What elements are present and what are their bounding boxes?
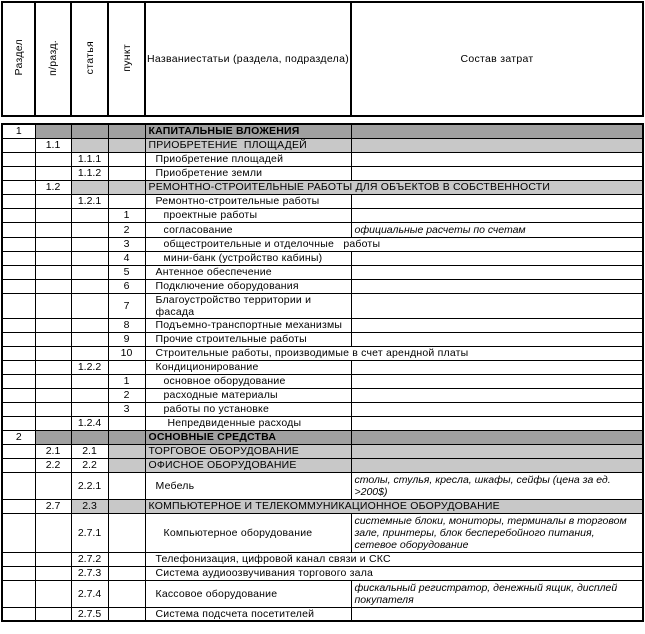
- cell-podrazd: [35, 416, 71, 430]
- cell-cost-composition: [351, 265, 643, 279]
- cell-podrazd: [35, 472, 71, 499]
- cell-punkt: 7: [108, 293, 145, 318]
- cell-article-name: Подключение оборудования: [145, 279, 351, 293]
- cell-statya: [71, 332, 108, 346]
- cell-razdel: [2, 552, 35, 566]
- cell-razdel: 1: [2, 124, 35, 138]
- cell-article-name: ОСНОВНЫЕ СРЕДСТВА: [145, 430, 351, 444]
- cell-statya: [71, 138, 108, 152]
- cell-article-name: Кондиционирование: [145, 360, 351, 374]
- cell-article-name: Приобретение земли: [145, 166, 351, 180]
- cell-article-name: Антенное обеспечение: [145, 265, 351, 279]
- cell-punkt: 10: [108, 346, 145, 360]
- cell-podrazd: [35, 566, 71, 580]
- cell-article-name: Мебель: [145, 472, 351, 499]
- cell-punkt: [108, 458, 145, 472]
- cell-razdel: [2, 318, 35, 332]
- cell-cost-composition: системные блоки, мониторы, терминалы в торговом зале, принтеры, блок бесперебойного питания, сетевое оборудование: [351, 513, 643, 552]
- cell-article-name: Компьютерное оборудование: [145, 513, 351, 552]
- table-row: [2, 513, 643, 552]
- table-row: [2, 124, 643, 138]
- cell-article-name: проектные работы: [145, 208, 351, 222]
- cell-statya: 2.7.3: [71, 566, 108, 580]
- cell-article-name: Строительные работы, производимые в счет арендной платы: [145, 346, 643, 360]
- cell-statya: [71, 279, 108, 293]
- cell-statya: 1.2.2: [71, 360, 108, 374]
- cell-punkt: 2: [108, 222, 145, 237]
- cell-statya: [71, 402, 108, 416]
- cell-punkt: 2: [108, 388, 145, 402]
- table-row: [2, 388, 643, 402]
- table-row: [2, 374, 643, 388]
- cell-punkt: 6: [108, 279, 145, 293]
- cell-podrazd: [35, 237, 71, 251]
- cell-article-name: ТОРГОВОЕ ОБОРУДОВАНИЕ: [145, 444, 351, 458]
- cell-razdel: [2, 360, 35, 374]
- cell-statya: 2.1: [71, 444, 108, 458]
- table-row: [2, 237, 643, 251]
- cell-article-name: Благоустройство территории и фасада: [145, 293, 351, 318]
- cell-statya: 1.2.4: [71, 416, 108, 430]
- cell-podrazd: [35, 388, 71, 402]
- table-row: [2, 332, 643, 346]
- column-header-statya-label: статья: [83, 40, 96, 75]
- cell-podrazd: [35, 293, 71, 318]
- cell-razdel: [2, 194, 35, 208]
- cell-podrazd: [35, 251, 71, 265]
- cell-punkt: 9: [108, 332, 145, 346]
- cell-statya: 2.7.2: [71, 552, 108, 566]
- table-row: [2, 265, 643, 279]
- cell-article-name: ПРИОБРЕТЕНИЕ ПЛОЩАДЕЙ: [145, 138, 351, 152]
- cell-podrazd: 2.1: [35, 444, 71, 458]
- cell-article-name: РЕМОНТНО-СТРОИТЕЛЬНЫЕ РАБОТЫ ДЛЯ ОБЪЕКТОВ В СОБСТВЕННОСТИ: [145, 180, 643, 194]
- cell-podrazd: [35, 552, 71, 566]
- cell-punkt: [108, 607, 145, 621]
- cell-podrazd: [35, 402, 71, 416]
- cell-cost-composition: [351, 293, 643, 318]
- cell-podrazd: 2.7: [35, 499, 71, 513]
- cell-article-name: работы по установке: [145, 402, 351, 416]
- table-row: [2, 566, 643, 580]
- table-row: [2, 152, 643, 166]
- cell-podrazd: [35, 265, 71, 279]
- cell-punkt: 8: [108, 318, 145, 332]
- cell-razdel: [2, 346, 35, 360]
- cell-article-name: расходные материалы: [145, 388, 351, 402]
- budget-table: [1, 123, 644, 622]
- cell-cost-composition: [351, 152, 643, 166]
- column-header-podrazd-label: п/разд.: [47, 39, 59, 76]
- table-row: [2, 402, 643, 416]
- cell-podrazd: [35, 607, 71, 621]
- column-header-razdel: [2, 2, 35, 116]
- cell-podrazd: [35, 166, 71, 180]
- table-row: [2, 607, 643, 621]
- cell-podrazd: [35, 152, 71, 166]
- cell-razdel: [2, 513, 35, 552]
- cell-article-name: Прочие строительные работы: [145, 332, 351, 346]
- cell-podrazd: [35, 580, 71, 607]
- cell-podrazd: [35, 279, 71, 293]
- budget-table-body: [2, 124, 643, 621]
- cell-razdel: [2, 444, 35, 458]
- cell-punkt: [108, 152, 145, 166]
- cell-podrazd: 2.2: [35, 458, 71, 472]
- column-header-podrazd: [35, 2, 71, 116]
- cell-razdel: [2, 458, 35, 472]
- cell-statya: [71, 208, 108, 222]
- cell-podrazd: 1.2: [35, 180, 71, 194]
- cell-punkt: [108, 472, 145, 499]
- cell-razdel: [2, 566, 35, 580]
- cell-article-name: Система подсчета посетителей: [145, 607, 351, 621]
- cell-cost-composition: столы, стулья, кресла, шкафы, сейфы (цена за ед. >200$): [351, 472, 643, 499]
- cell-punkt: [108, 416, 145, 430]
- cell-cost-composition: [351, 374, 643, 388]
- cell-podrazd: [35, 346, 71, 360]
- cell-cost-composition: [351, 444, 643, 458]
- cell-article-name: основное оборудование: [145, 374, 351, 388]
- cell-statya: 1.1.1: [71, 152, 108, 166]
- cell-article-name: Непредвиденные расходы: [145, 416, 351, 430]
- header-row: [2, 2, 643, 116]
- cell-podrazd: [35, 318, 71, 332]
- table-row: [2, 222, 643, 237]
- cell-punkt: [108, 138, 145, 152]
- table-row: [2, 166, 643, 180]
- table-row: [2, 138, 643, 152]
- table-header: [1, 1, 644, 117]
- table-row: [2, 444, 643, 458]
- cell-razdel: [2, 138, 35, 152]
- cell-statya: 2.7.4: [71, 580, 108, 607]
- cell-article-name: согласование: [145, 222, 351, 237]
- cell-statya: 2.2.1: [71, 472, 108, 499]
- cell-statya: [71, 265, 108, 279]
- column-header-punkt-label: пункт: [120, 43, 133, 72]
- cell-podrazd: [35, 513, 71, 552]
- cell-razdel: [2, 402, 35, 416]
- cell-razdel: [2, 472, 35, 499]
- cell-punkt: [108, 194, 145, 208]
- cell-article-name: Ремонтно-строительные работы: [145, 194, 351, 208]
- cell-razdel: [2, 152, 35, 166]
- table-row: [2, 416, 643, 430]
- cell-punkt: [108, 580, 145, 607]
- table-row: [2, 552, 643, 566]
- cell-cost-composition: [351, 458, 643, 472]
- cell-statya: 2.7.5: [71, 607, 108, 621]
- table-row: [2, 251, 643, 265]
- cell-cost-composition: [351, 607, 643, 621]
- cell-razdel: [2, 166, 35, 180]
- cell-podrazd: [35, 360, 71, 374]
- cell-article-name: ОФИСНОЕ ОБОРУДОВАНИЕ: [145, 458, 351, 472]
- column-header-name: Названиестатьи (раздела, подраздела): [145, 2, 351, 116]
- cell-razdel: [2, 208, 35, 222]
- cell-cost-composition: [351, 318, 643, 332]
- cell-razdel: 2: [2, 430, 35, 444]
- cell-statya: 2.2: [71, 458, 108, 472]
- column-header-statya: [71, 2, 108, 116]
- table-row: [2, 293, 643, 318]
- cell-cost-composition: официальные расчеты по счетам: [351, 222, 643, 237]
- cell-punkt: [108, 513, 145, 552]
- table-row: [2, 472, 643, 499]
- cell-cost-composition: [351, 166, 643, 180]
- table-row: [2, 318, 643, 332]
- cell-podrazd: [35, 124, 71, 138]
- cell-punkt: 1: [108, 374, 145, 388]
- cell-statya: [71, 318, 108, 332]
- column-header-razdel-label: Раздел: [12, 39, 25, 76]
- table-row: [2, 346, 643, 360]
- cell-punkt: 5: [108, 265, 145, 279]
- cell-statya: [71, 124, 108, 138]
- column-header-punkt: [108, 2, 145, 116]
- cell-statya: 1.2.1: [71, 194, 108, 208]
- cell-statya: [71, 251, 108, 265]
- cell-cost-composition: [351, 138, 643, 152]
- table-row: [2, 360, 643, 374]
- cell-statya: [71, 374, 108, 388]
- cell-punkt: 3: [108, 402, 145, 416]
- column-header-sostav: Состав затрат: [351, 2, 643, 116]
- cell-punkt: [108, 124, 145, 138]
- cell-cost-composition: [351, 251, 643, 265]
- cell-article-name: КОМПЬЮТЕРНОЕ И ТЕЛЕКОММУНИКАЦИОННОЕ ОБОРУДОВАНИЕ: [145, 499, 643, 513]
- cell-podrazd: [35, 208, 71, 222]
- table-row: [2, 430, 643, 444]
- cell-razdel: [2, 279, 35, 293]
- cell-article-name: Система аудиоозвучивания торгового зала: [145, 566, 643, 580]
- cell-punkt: [108, 360, 145, 374]
- cell-statya: [71, 346, 108, 360]
- cell-razdel: [2, 222, 35, 237]
- cell-cost-composition: [351, 388, 643, 402]
- cell-statya: 2.7.1: [71, 513, 108, 552]
- table-row: [2, 499, 643, 513]
- cell-razdel: [2, 580, 35, 607]
- cell-statya: [71, 222, 108, 237]
- cell-razdel: [2, 293, 35, 318]
- cell-punkt: [108, 166, 145, 180]
- cell-punkt: [108, 552, 145, 566]
- cell-podrazd: [35, 430, 71, 444]
- cell-razdel: [2, 499, 35, 513]
- cell-statya: 1.1.2: [71, 166, 108, 180]
- cell-article-name: мини-банк (устройство кабины): [145, 251, 351, 265]
- cell-article-name: Телефонизация, цифровой канал связи и СКС: [145, 552, 643, 566]
- table-row: [2, 180, 643, 194]
- cell-podrazd: 1.1: [35, 138, 71, 152]
- cell-cost-composition: [351, 416, 643, 430]
- cell-statya: [71, 293, 108, 318]
- table-row: [2, 208, 643, 222]
- cell-article-name: Подъемно-транспортные механизмы: [145, 318, 351, 332]
- cell-razdel: [2, 374, 35, 388]
- cell-statya: 2.3: [71, 499, 108, 513]
- cell-cost-composition: [351, 194, 643, 208]
- cell-punkt: [108, 499, 145, 513]
- table-row: [2, 194, 643, 208]
- cell-razdel: [2, 237, 35, 251]
- cell-punkt: [108, 430, 145, 444]
- cell-punkt: [108, 180, 145, 194]
- cell-article-name: КАПИТАЛЬНЫЕ ВЛОЖЕНИЯ: [145, 124, 351, 138]
- cell-cost-composition: [351, 360, 643, 374]
- cell-statya: [71, 388, 108, 402]
- table-row: [2, 580, 643, 607]
- cell-punkt: 3: [108, 237, 145, 251]
- cell-podrazd: [35, 222, 71, 237]
- cell-statya: [71, 237, 108, 251]
- cell-razdel: [2, 388, 35, 402]
- cell-punkt: [108, 444, 145, 458]
- cell-razdel: [2, 265, 35, 279]
- cell-podrazd: [35, 374, 71, 388]
- cell-article-name: общестроительные и отделочные работы: [145, 237, 643, 251]
- cell-statya: [71, 180, 108, 194]
- cell-podrazd: [35, 194, 71, 208]
- cell-razdel: [2, 416, 35, 430]
- cell-cost-composition: [351, 402, 643, 416]
- cell-cost-composition: [351, 208, 643, 222]
- cell-razdel: [2, 180, 35, 194]
- cell-article-name: Приобретение площадей: [145, 152, 351, 166]
- cell-cost-composition: [351, 332, 643, 346]
- cell-cost-composition: [351, 430, 643, 444]
- cell-razdel: [2, 251, 35, 265]
- cell-article-name: Кассовое оборудование: [145, 580, 351, 607]
- cell-podrazd: [35, 332, 71, 346]
- table-row: [2, 279, 643, 293]
- cell-razdel: [2, 332, 35, 346]
- cell-statya: [71, 430, 108, 444]
- cell-cost-composition: [351, 279, 643, 293]
- cell-cost-composition: [351, 124, 643, 138]
- cell-razdel: [2, 607, 35, 621]
- cell-punkt: [108, 566, 145, 580]
- cell-punkt: 4: [108, 251, 145, 265]
- cell-punkt: 1: [108, 208, 145, 222]
- cell-cost-composition: фискальный регистратор, денежный ящик, дисплей покупателя: [351, 580, 643, 607]
- table-row: [2, 458, 643, 472]
